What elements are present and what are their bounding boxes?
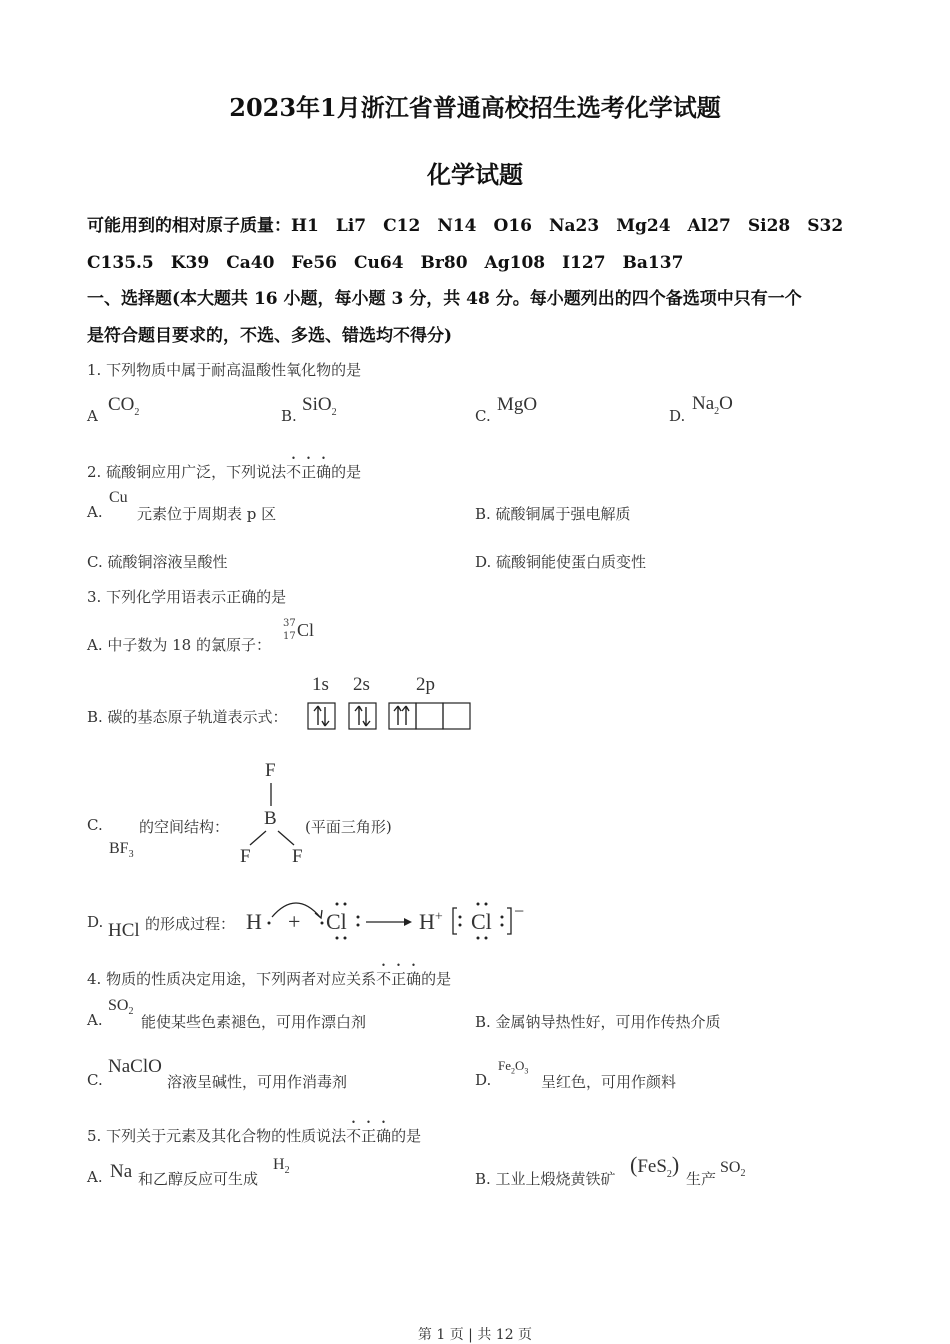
orbital-box-2p-3 [443,703,470,729]
orbital-box-2p-1 [389,703,416,729]
orbital-box-1s [308,703,335,729]
q4-option-d-formula: $Fe_2O_3$ [498,1058,529,1076]
q5-option-b-formula: (FeS$_2$) [630,1152,680,1180]
bf3-b-center: B [264,808,277,829]
q1-option-a-label: A [87,407,98,425]
question-3-stem: 3. 下列化学用语表示正确的是 [87,588,287,606]
q5-option-a-text: 和乙醇反应可生成 [138,1170,259,1188]
q2-option-a-label: A. [87,503,103,521]
page-footer: 第 1 页 | 共 12 页 [417,1327,533,1343]
q2-option-d: D. 硫酸铜能使蛋白质变性 [475,553,647,571]
hcl-plus: + [288,909,301,934]
question-2-stem: 2. 硫酸铜应用广泛，下列说法不正确的是 [87,463,362,481]
q3-option-b-text: B. 碳的基态原子轨道表示式： [87,708,288,726]
q5-option-b-text: B. 工业上煅烧黄铁矿 [475,1170,616,1188]
q3-option-c-note: (平面三角形) [305,818,392,836]
q2-option-a-formula: Cu [109,489,128,506]
orbital-label-1s: 1s [312,674,329,695]
bf3-structure [236,760,306,870]
hcl-electrons-and-arrows [244,893,534,943]
question-4-stem: 4. 物质的性质决定用途，下列两者对应关系不正确的是 [87,970,452,988]
q3-option-c-label: C. [87,816,103,834]
q3-option-a-text: A. 中子数为 18 的氯原子： [87,636,271,654]
q4-option-d-label: D. [475,1071,492,1089]
q1-option-c-label: C. [475,407,491,425]
bf3-f-left: F [240,846,251,867]
orbital-diagram [306,674,476,734]
atomic-mass-line-2: C135.5 K39 Ca40 Fe56 Cu64 Br80 Ag108 I127 Ba137 [87,253,684,273]
q5-option-a-label: A. [87,1168,103,1186]
q3-option-a-nuclide: 37 17 Cl [283,618,315,642]
q4-option-a-text: 能使某些色素褪色，可用作漂白剂 [141,1013,367,1031]
q1-option-c-formula: MgO [497,394,538,415]
q5-option-a-formula: Na [110,1161,133,1182]
q1-option-b-formula: SiO$_2$ [302,394,337,418]
q4-option-c-formula: NaClO [108,1056,162,1077]
orbital-label-2p: 2p [416,674,435,695]
hcl-h-atom: H [246,909,262,934]
q2-option-c: C. 硫酸铜溶液呈酸性 [87,553,228,571]
hcl-formation-diagram [244,893,534,943]
question-1-stem: 1. 下列物质中属于耐高温酸性氧化物的是 [87,361,362,379]
q3-option-d-label: D. [87,913,104,931]
hcl-cl-ion: Cl [471,909,492,934]
q4-option-d-text: 呈红色，可用作颜料 [541,1073,677,1091]
orbital-box-2s [349,703,376,729]
q5-option-b-text-2: 生产 [686,1170,717,1188]
q3-option-c-formula: $BF_3$ [109,840,134,861]
orbital-box-2p-2 [416,703,443,729]
q5-option-b-formula-2: $SO_2$ [720,1159,746,1180]
q4-option-a-label: A. [87,1011,103,1029]
q2-option-b: B. 硫酸铜属于强电解质 [475,505,631,523]
q4-option-a-formula: $SO_2$ [108,997,134,1018]
page-subtitle: 化学试题 [427,160,523,189]
section-heading-line-2: 是符合题目要求的，不选、多选、错选均不得分) [87,326,453,346]
q3-option-c-text: 的空间结构： [139,818,230,836]
q3-option-d-text: 的形成过程： [145,915,236,933]
hcl-cl-atom: Cl [326,909,347,934]
q3-option-d-formula: HCl [108,920,140,941]
orbital-boxes [306,700,476,732]
atomic-mass-line-1: 可能用到的相对原子质量：H1 Li7 C12 N14 O16 Na23 Mg24 Al27 Si28 S32 [87,216,844,236]
q4-option-b: B. 金属钠导热性好，可用作传热介质 [475,1013,721,1031]
q1-option-d-formula: $Na_2O$ [692,393,733,417]
orbital-label-2s: 2s [353,674,370,695]
hcl-h-ion: H+ [419,909,443,934]
section-heading-line-1: 一、选择题(本大题共 16 小题，每小题 3 分，共 48 分。每小题列出的四个备选项中只有一个 [87,289,802,309]
q1-option-d-label: D. [669,407,686,425]
q5-option-a-formula-2: $H_2$ [273,1156,290,1177]
q1-option-a-formula: $CO_2$ [108,394,140,418]
bf3-f-top: F [265,760,276,781]
q2-option-a-text: 元素位于周期表 p 区 [137,505,277,523]
question-5-stem: 5. 下列关于元素及其化合物的性质说法不正确的是 [87,1127,422,1145]
hcl-ion-charge: − [514,901,525,921]
q4-option-c-label: C. [87,1071,103,1089]
bf3-f-right: F [292,846,303,867]
q4-option-c-text: 溶液呈碱性，可用作消毒剂 [167,1073,348,1091]
bf3-bonds [236,760,306,870]
page-title: 2023年1月浙江省普通高校招生选考化学试题 [229,93,721,122]
q1-option-b-label: B. [281,407,297,425]
